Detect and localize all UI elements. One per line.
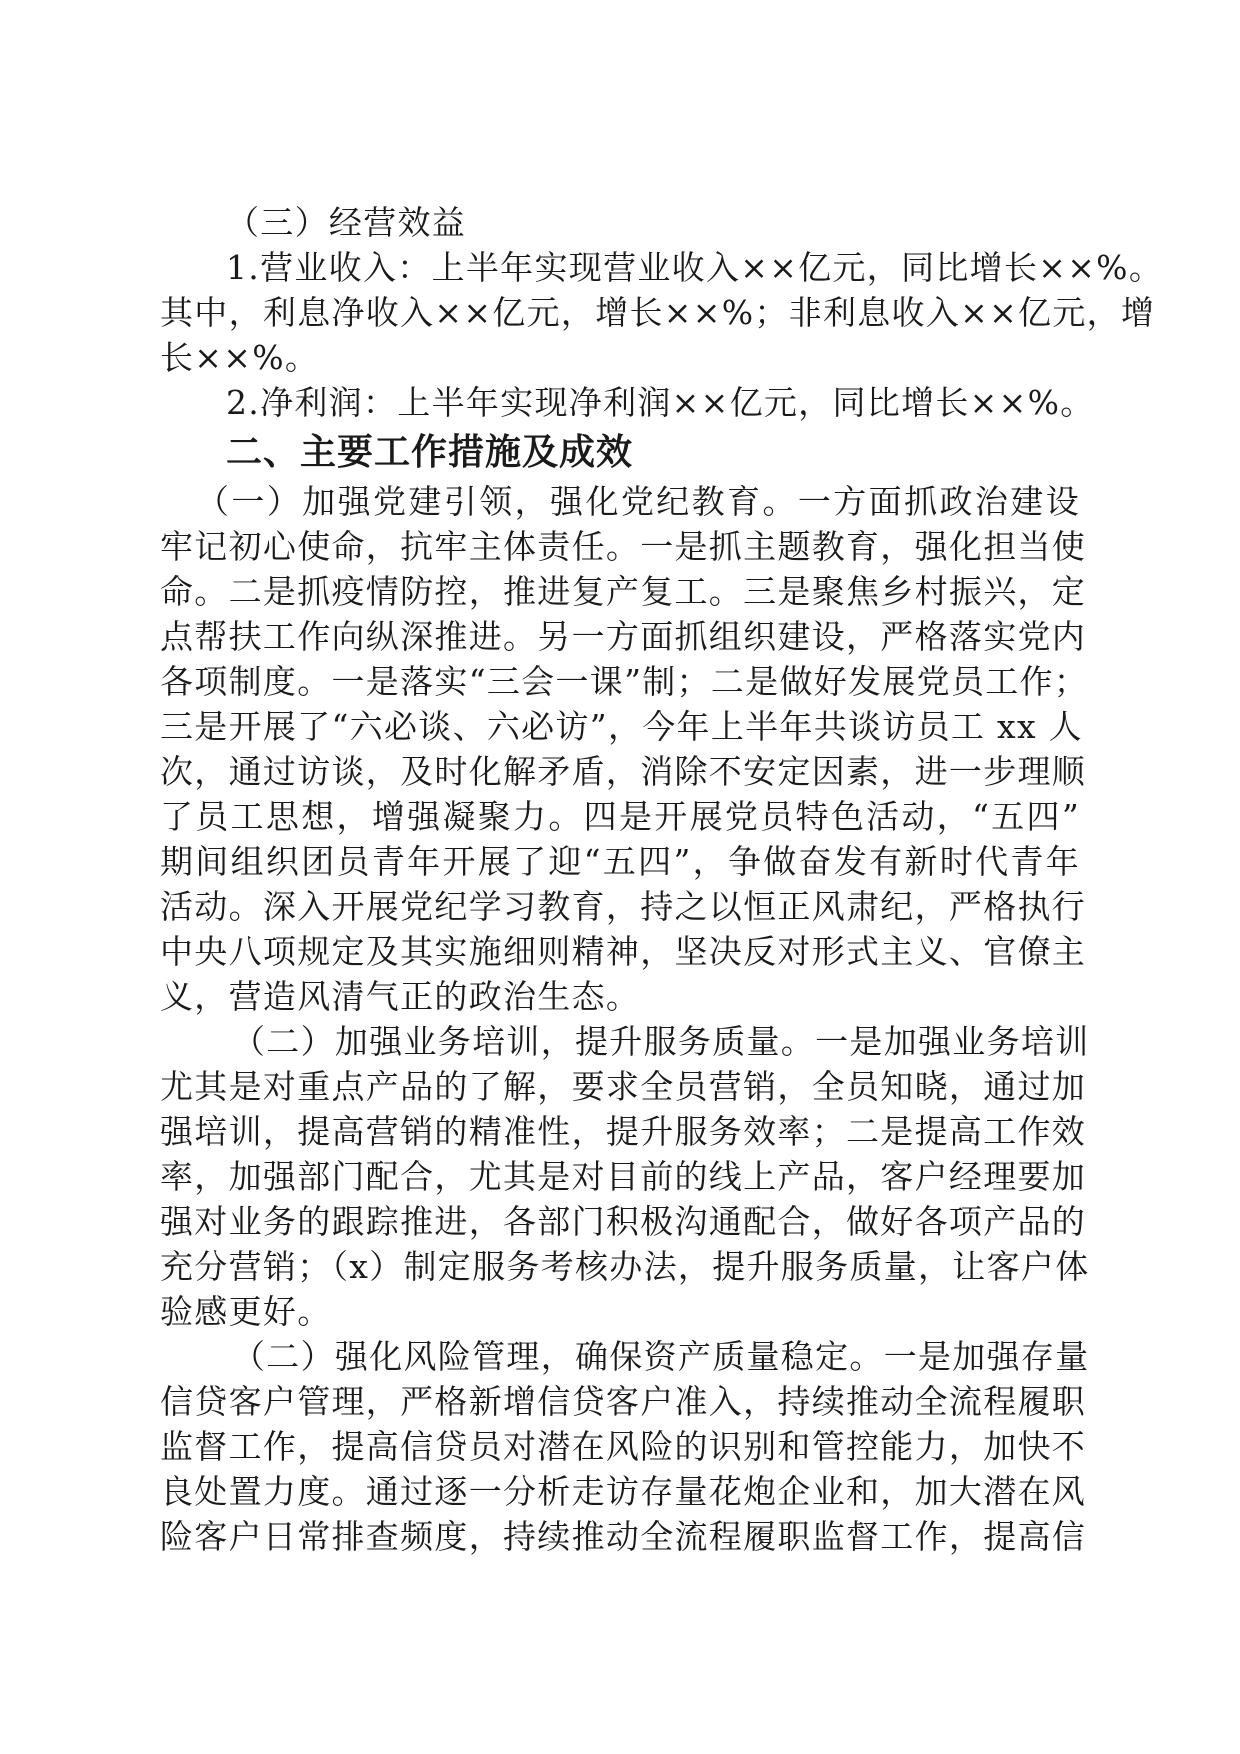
chapter-heading: 二、主要工作措施及成效 — [226, 431, 634, 473]
paragraph-line: 点帮扶工作向纵深推进。另一方面抓组织建设，严格落实党内 — [160, 617, 1087, 656]
paragraph-line: 率，加强部门配合，尤其是对目前的线上产品，客户经理要加 — [160, 1157, 1087, 1196]
paragraph-line: 命。二是抓疫情防控，推进复产复工。三是聚焦乡村振兴，定 — [160, 572, 1087, 611]
business-training-paragraph — [160, 1019, 1090, 1334]
paragraph-line: 强对业务的跟踪推进，各部门积极沟通配合，做好各项产品的 — [160, 1202, 1087, 1241]
document-page — [160, 200, 1164, 1559]
paragraph-line: 其中，利息净收入××亿元，增长××%；非利息收入××亿元，增 — [160, 293, 1156, 332]
paragraph-line: 三是开展了“六必谈、六必访”，今年上半年共谈访员工 xx 人 — [160, 707, 1083, 746]
party-building-paragraph — [160, 479, 1089, 1019]
paragraph-line: 次，通过访谈，及时化解矛盾，消除不安定因素，进一步理顺 — [160, 752, 1087, 791]
revenue-paragraph — [160, 245, 1164, 380]
paragraph-line: 中央八项规定及其实施细则精神，坚决反对形式主义、官僚主 — [160, 932, 1087, 971]
paragraph-line: 牢记初心使命，抗牢主体责任。一是抓主题教育，强化担当使 — [160, 527, 1087, 566]
paragraph-line: 尤其是对重点产品的了解，要求全员营销，全员知晓，通过加 — [160, 1067, 1087, 1106]
paragraph-line: 监督工作，提高信贷员对潜在风险的识别和管控能力，加快不 — [160, 1427, 1087, 1466]
paragraph-line: （二）强化风险管理，确保资产质量稳定。一是加强存量 — [232, 1337, 1090, 1376]
paragraph-line: 期间组织团员青年开展了迎“五四”，争做奋发有新时代青年 — [160, 842, 1080, 881]
paragraph-line: 验感更好。 — [160, 1292, 332, 1331]
net-profit-paragraph: 2.净利润：上半年实现净利润××亿元，同比增长××%。 — [226, 383, 1095, 422]
paragraph-line: 活动。深入开展党纪学习教育，持之以恒正风肃纪，严格执行 — [160, 887, 1087, 926]
paragraph-line: （二）加强业务培训，提升服务质量。一是加强业务培训 — [232, 1022, 1090, 1061]
paragraph-line: 1.营业收入：上半年实现营业收入××亿元，同比增长××%。 — [226, 248, 1164, 287]
paragraph-line: 险客户日常排查频度，持续推动全流程履职监督工作，提高信 — [160, 1517, 1087, 1556]
risk-management-paragraph — [160, 1334, 1090, 1559]
section-heading: （三）经营效益 — [226, 203, 467, 242]
paragraph-line: 义，营造风清气正的政治生态。 — [160, 977, 641, 1016]
paragraph-line: 充分营销；（x）制定服务考核办法，提升服务质量，让客户体 — [160, 1247, 1090, 1286]
paragraph-line: 长××%。 — [160, 338, 320, 377]
paragraph-line: 强培训，提高营销的精准性，提升服务效率；二是提高工作效 — [160, 1112, 1087, 1151]
paragraph-line: 各项制度。一是落实“三会一课”制；二是做好发展党员工作； — [160, 662, 1089, 701]
paragraph-line: 信贷客户管理，严格新增信贷客户准入，持续推动全流程履职 — [160, 1382, 1087, 1421]
paragraph-line: （一）加强党建引领，强化党纪教育。一方面抓政治建设 — [196, 482, 1080, 521]
paragraph-line: 良处置力度。通过逐一分析走访存量花炮企业和，加大潜在风 — [160, 1472, 1087, 1511]
paragraph-line: 了员工思想，增强凝聚力。四是开展党员特色活动，“五四” — [160, 797, 1080, 836]
